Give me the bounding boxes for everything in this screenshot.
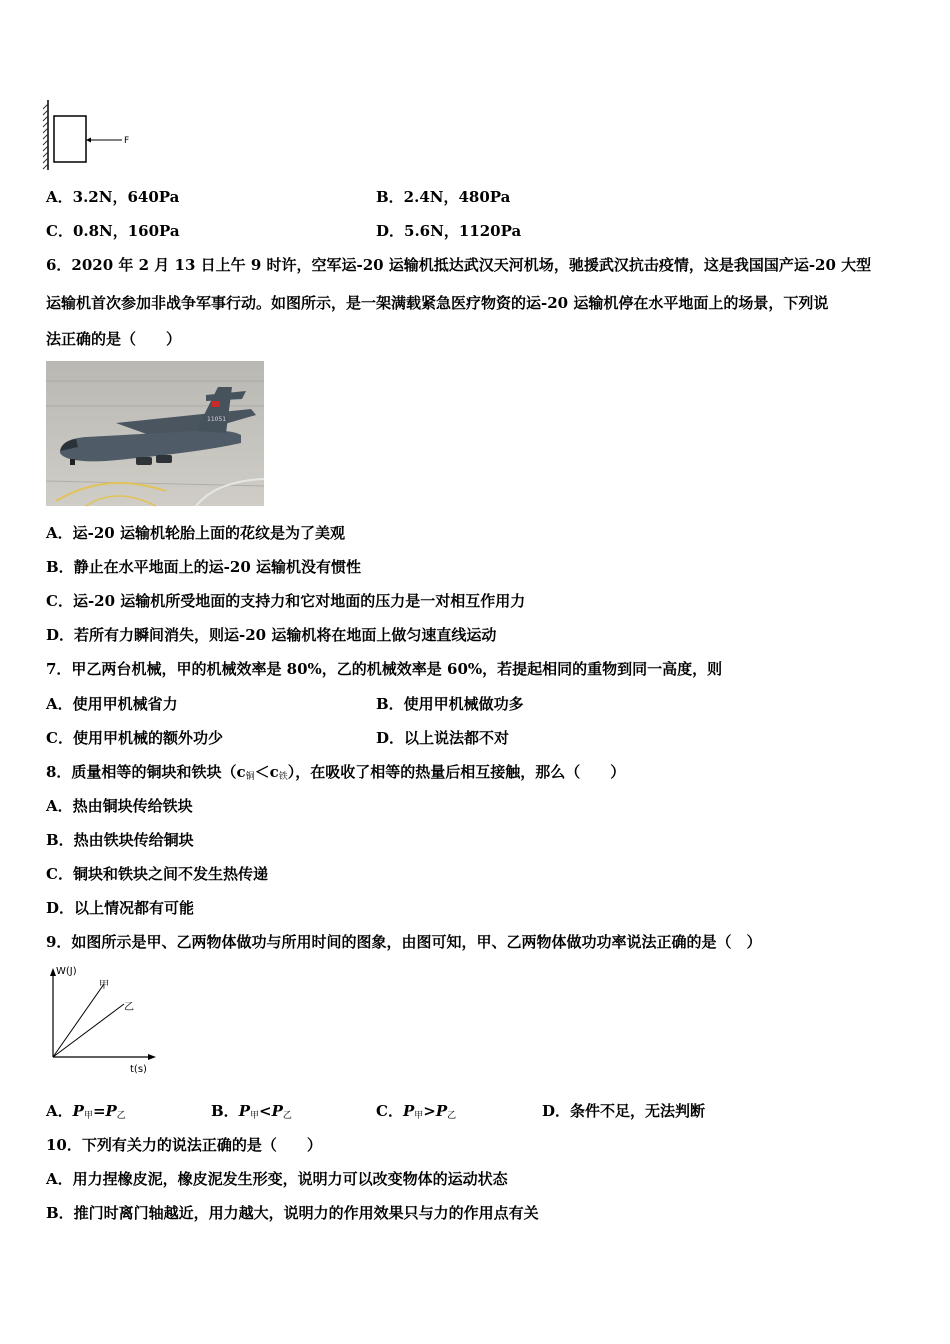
aircraft-tail-number: 11051 <box>207 416 227 423</box>
q7-stem: 7．甲乙两台机械，甲的机械效率是 80%，乙的机械效率是 60%，若提起相同的重物到同一高度，则 <box>46 660 723 678</box>
aircraft-photo <box>46 361 264 506</box>
q8-less-than: ＜c <box>254 763 279 781</box>
q6-option-b: B．静止在水平地面上的运-20 运输机没有惯性 <box>46 558 362 576</box>
q6-stem-line3: 法正确的是（ ） <box>46 330 182 348</box>
q5-option-c: C．0.8N，160Pa <box>46 222 180 240</box>
q9-b-s1: 甲 <box>249 1111 259 1121</box>
q9-c-p2: P <box>435 1102 448 1120</box>
q8-option-a: A．热由铜块传给铁块 <box>46 797 193 815</box>
graph-line-jia-label: 甲 <box>99 980 109 991</box>
q5-option-a: A．3.2N，640Pa <box>46 188 180 206</box>
graph-y-label: W(J) <box>56 966 77 977</box>
q9-b-prefix: B． <box>211 1102 239 1120</box>
graph-line-yi-label: 乙 <box>124 1002 134 1013</box>
q8-option-b: B．热由铁块传给铜块 <box>46 831 194 849</box>
q9-option-a <box>46 1101 126 1126</box>
q8-stem-part1: 8．质量相等的铜块和铁块（c <box>46 763 246 781</box>
q9-c-op: > <box>423 1102 436 1120</box>
q10-option-a: A．用力捏橡皮泥，橡皮泥发生形变，说明力可以改变物体的运动状态 <box>46 1170 508 1188</box>
q5-option-b: B．2.4N，480Pa <box>376 188 511 206</box>
q6-stem-line1: 6．2020 年 2 月 13 日上午 9 时许，空军运-20 运输机抵达武汉天河机场，驰援武汉抗击疫情，这是我国国产运-20 大型 <box>46 256 872 274</box>
q8-sub-iron: 铁 <box>278 772 288 782</box>
q8-stem-part2: ），在吸收了相等的热量后相互接触，那么（ ） <box>287 763 626 781</box>
q8-option-d: D．以上情况都有可能 <box>46 899 195 917</box>
q6-option-d: D．若所有力瞬间消失，则运-20 运输机将在地面上做匀速直线运动 <box>46 626 497 644</box>
q9-a-s1: 甲 <box>83 1111 93 1121</box>
q9-a-p2: P <box>105 1102 117 1120</box>
q6-option-a: A．运-20 运输机轮胎上面的花纹是为了美观 <box>46 524 345 542</box>
q9-c-p1: P <box>402 1102 415 1120</box>
q9-b-p1: P <box>238 1102 250 1120</box>
q9-c-s1: 甲 <box>414 1111 424 1121</box>
q7-option-a: A．使用甲机械省力 <box>46 695 178 713</box>
q7-option-b: B．使用甲机械做功多 <box>376 695 524 713</box>
force-label: F <box>124 136 130 146</box>
work-time-graph <box>46 962 161 1077</box>
q9-a-op: = <box>92 1102 106 1120</box>
wall-block-force-figure <box>40 98 135 174</box>
q9-a-p1: P <box>72 1102 84 1120</box>
q6-option-c: C．运-20 运输机所受地面的支持力和它对地面的压力是一对相互作用力 <box>46 592 526 610</box>
q9-stem: 9．如图所示是甲、乙两物体做功与所用时间的图象，由图可知，甲、乙两物体做功功率说法正确的是（ ） <box>46 933 762 951</box>
q10-option-b: B．推门时离门轴越近，用力越大，说明力的作用效果只与力的作用点有关 <box>46 1204 539 1222</box>
q9-a-s2: 乙 <box>116 1111 126 1121</box>
q7-option-c: C．使用甲机械的额外功少 <box>46 729 223 747</box>
q8-option-c: C．铜块和铁块之间不发生热传递 <box>46 865 268 883</box>
q6-stem-line2: 运输机首次参加非战争军事行动。如图所示，是一架满载紧急医疗物资的运-20 运输机停在水平地面上的场景，下列说 <box>46 294 829 312</box>
q10-stem: 10．下列有关力的说法正确的是（ ） <box>46 1136 322 1154</box>
q9-option-b <box>211 1101 292 1126</box>
q5-option-d: D．5.6N，1120Pa <box>376 222 522 240</box>
q9-b-p2: P <box>271 1102 283 1120</box>
q9-c-s2: 乙 <box>447 1111 457 1121</box>
q9-c-prefix: C． <box>376 1102 403 1120</box>
q9-b-op: < <box>258 1102 272 1120</box>
q9-a-prefix: A． <box>46 1102 73 1120</box>
q8-stem <box>46 762 625 787</box>
q8-sub-copper: 铜 <box>245 772 255 782</box>
q9-b-s2: 乙 <box>282 1111 292 1121</box>
q7-option-d: D．以上说法都不对 <box>376 729 510 747</box>
q9-option-c <box>376 1101 456 1126</box>
q9-option-d: D．条件不足，无法判断 <box>542 1102 706 1120</box>
graph-x-label: t(s) <box>130 1064 147 1075</box>
